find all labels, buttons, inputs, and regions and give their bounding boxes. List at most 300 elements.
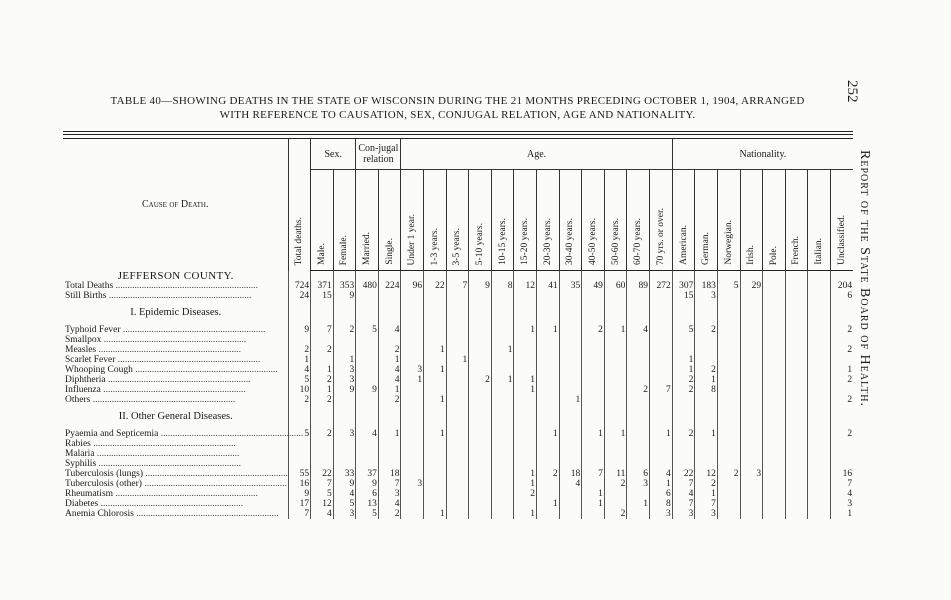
table-cell: 1 — [582, 489, 605, 499]
table-cell — [763, 325, 786, 335]
table-cell — [717, 385, 740, 395]
row-label: Measles — [65, 345, 97, 355]
table-cell — [604, 459, 627, 469]
table-cell — [717, 335, 740, 345]
table-cell: 5 — [311, 489, 334, 499]
table-cell: 8 — [695, 385, 718, 395]
table-cell — [446, 479, 469, 489]
table-cell — [740, 385, 763, 395]
table-cell — [740, 335, 763, 345]
table-row — [63, 499, 853, 509]
table-cell — [717, 449, 740, 459]
leader-dots: ............................................................ — [113, 489, 258, 499]
header-column: 20-30 years. — [537, 170, 560, 271]
table-cell — [785, 439, 808, 449]
header-nationality: Nationality. — [672, 139, 853, 170]
table-cell — [514, 439, 537, 449]
table-cell — [401, 499, 424, 509]
table-cell — [401, 355, 424, 365]
table-cell: 2 — [378, 395, 401, 405]
table-cell: 2 — [830, 375, 853, 385]
table-cell: 7 — [288, 509, 311, 519]
table-cell — [424, 479, 447, 489]
table-row — [63, 345, 853, 355]
table-cell: 7 — [650, 385, 673, 395]
table-cell — [491, 449, 514, 459]
table-cell — [537, 459, 560, 469]
table-cell — [288, 459, 311, 469]
table-cell — [424, 355, 447, 365]
table-cell: 1 — [559, 395, 582, 405]
table-cell — [695, 395, 718, 405]
table-cell — [356, 365, 379, 375]
table-cell: 353 — [333, 281, 356, 291]
table-cell: 1 — [537, 429, 560, 439]
table-cell: 5 — [288, 375, 311, 385]
table-cell — [401, 345, 424, 355]
leader-dots: ............................................................ — [96, 345, 242, 355]
table-cell: 2 — [311, 429, 334, 439]
table-cell: 6 — [627, 469, 650, 479]
section-heading-epidemic — [63, 301, 853, 325]
table-cell: 1 — [491, 345, 514, 355]
table-cell: 1 — [378, 429, 401, 439]
mortality-table — [63, 138, 853, 519]
leader-dots: ............................................................ — [115, 355, 261, 365]
table-cell — [514, 449, 537, 459]
table-cell — [378, 449, 401, 459]
table-cell: 7 — [311, 325, 334, 335]
table-cell — [627, 395, 650, 405]
table-cell — [672, 395, 695, 405]
table-cell — [469, 291, 492, 301]
table-cell: 1 — [650, 429, 673, 439]
table-cell — [604, 365, 627, 375]
leader-dots: ............................................................ — [158, 429, 304, 439]
table-cell — [695, 449, 718, 459]
table-cell — [785, 355, 808, 365]
table-cell — [446, 439, 469, 449]
table-cell — [401, 395, 424, 405]
table-cell — [333, 439, 356, 449]
table-cell: 1 — [830, 509, 853, 519]
table-cell — [785, 395, 808, 405]
table-cell — [740, 449, 763, 459]
table-cell — [288, 449, 311, 459]
table-cell — [785, 375, 808, 385]
header-column: Irish. — [740, 170, 763, 271]
leader-dots: ............................................................ — [94, 449, 240, 459]
table-row — [63, 509, 853, 519]
table-cell: 3 — [333, 375, 356, 385]
table-cell — [559, 385, 582, 395]
table-cell — [785, 335, 808, 345]
table-cell — [491, 325, 514, 335]
table-cell: 22 — [311, 469, 334, 479]
table-cell — [356, 335, 379, 345]
table-cell: 4 — [378, 365, 401, 375]
table-cell — [401, 385, 424, 395]
table-cell: 3 — [695, 291, 718, 301]
table-cell — [650, 449, 673, 459]
table-cell: 1 — [537, 499, 560, 509]
table-cell — [559, 489, 582, 499]
table-cell — [491, 355, 514, 365]
table-cell — [491, 459, 514, 469]
table-cell — [446, 335, 469, 345]
table-cell — [627, 375, 650, 385]
table-cell — [424, 449, 447, 459]
table-cell — [763, 375, 786, 385]
header-column: 3-5 years. — [446, 170, 469, 271]
table-cell: 5 — [356, 509, 379, 519]
row-label: Tuberculosis (other) — [65, 479, 142, 489]
table-cell — [785, 479, 808, 489]
row-label: Typhoid Fever — [65, 325, 121, 335]
table-cell — [717, 429, 740, 439]
county-heading — [63, 271, 853, 282]
table-cell: 3 — [378, 489, 401, 499]
header-column: 70 yrs. or over. — [650, 170, 673, 271]
table-cell — [740, 365, 763, 375]
table-cell — [604, 395, 627, 405]
table-cell — [582, 439, 605, 449]
page-number: 252 — [844, 80, 860, 103]
table-cell: 6 — [356, 489, 379, 499]
header-column: Male. — [311, 170, 334, 271]
leader-dots: ............................................................ — [113, 281, 259, 291]
header-column: 10-15 years. — [491, 170, 514, 271]
table-cell — [356, 345, 379, 355]
caption-line-2: WITH REFERENCE TO CAUSATION, SEX, CONJUGAL RELATION, AGE AND NATIONALITY. — [219, 109, 696, 121]
table-cell — [469, 509, 492, 519]
table-cell: 4 — [378, 325, 401, 335]
row-label: Rabies — [65, 439, 91, 449]
table-cell: 1 — [424, 429, 447, 439]
table-cell — [582, 479, 605, 489]
table-cell — [446, 449, 469, 459]
table-cell — [446, 429, 469, 439]
table-cell — [763, 385, 786, 395]
table-cell — [604, 499, 627, 509]
table-cell — [537, 291, 560, 301]
header-column: Married. — [356, 170, 379, 271]
table-cell — [785, 489, 808, 499]
table-cell: 2 — [288, 395, 311, 405]
table-cell — [514, 459, 537, 469]
row-label: Diphtheria — [65, 375, 106, 385]
table-cell — [469, 355, 492, 365]
row-label: Tuberculosis (lungs) — [65, 469, 144, 479]
table-cell: 41 — [537, 281, 560, 291]
table-cell: 2 — [333, 325, 356, 335]
table-cell — [808, 479, 831, 489]
table-cell — [763, 499, 786, 509]
table-cell — [650, 355, 673, 365]
table-cell — [491, 509, 514, 519]
table-cell — [582, 509, 605, 519]
table-cell — [424, 375, 447, 385]
table-cell — [717, 439, 740, 449]
table-cell — [763, 469, 786, 479]
table-cell — [627, 429, 650, 439]
table-cell — [717, 325, 740, 335]
table-cell — [401, 449, 424, 459]
table-cell: 2 — [695, 479, 718, 489]
table-cell — [763, 355, 786, 365]
header-column: 15-20 years. — [514, 170, 537, 271]
table-cell: 9 — [288, 325, 311, 335]
table-cell — [491, 385, 514, 395]
table-cell — [808, 281, 831, 291]
table-row — [63, 365, 853, 375]
table-cell — [424, 489, 447, 499]
table-cell: 4 — [378, 499, 401, 509]
table-cell — [582, 335, 605, 345]
table-cell — [333, 395, 356, 405]
table-cell: 1 — [604, 429, 627, 439]
table-cell: 2 — [514, 489, 537, 499]
leader-dots: ............................................................ — [120, 325, 266, 335]
table-row — [63, 335, 853, 345]
table-cell: 11 — [604, 469, 627, 479]
table-row — [63, 489, 853, 499]
table-cell — [311, 459, 334, 469]
table-cell — [559, 335, 582, 345]
table-cell — [469, 469, 492, 479]
table-cell: 17 — [288, 499, 311, 509]
table-cell: 1 — [424, 395, 447, 405]
table-cell — [672, 459, 695, 469]
leader-dots: ............................................................ — [96, 459, 242, 469]
table-cell — [401, 459, 424, 469]
table-cell — [491, 469, 514, 479]
table-cell — [582, 459, 605, 469]
table-cell — [830, 439, 853, 449]
table-row — [63, 479, 853, 489]
header-column: 30-40 years. — [559, 170, 582, 271]
table-cell: 3 — [401, 479, 424, 489]
table-cell — [446, 459, 469, 469]
table-row — [63, 429, 853, 439]
table-cell — [785, 291, 808, 301]
table-cell: 2 — [830, 325, 853, 335]
table-cell: 2 — [604, 479, 627, 489]
table-cell — [446, 345, 469, 355]
table-cell — [559, 291, 582, 301]
table-cell — [785, 325, 808, 335]
row-label: Anemia Chlorosis — [65, 509, 134, 519]
table-cell: 2 — [469, 375, 492, 385]
table-cell: 1 — [672, 365, 695, 375]
table-cell: 5 — [333, 499, 356, 509]
table-cell: 3 — [333, 429, 356, 439]
table-cell: 2 — [604, 509, 627, 519]
table-cell — [469, 489, 492, 499]
table-cell — [717, 291, 740, 301]
table-cell: 1 — [695, 375, 718, 385]
header-column: 5-10 years. — [469, 170, 492, 271]
table-cell — [672, 345, 695, 355]
table-cell: 7 — [582, 469, 605, 479]
table-cell — [740, 355, 763, 365]
table-cell — [537, 355, 560, 365]
table-row — [63, 325, 853, 335]
table-cell: 5 — [356, 325, 379, 335]
table-cell — [378, 291, 401, 301]
header-column: 40-50 years. — [582, 170, 605, 271]
table-cell: 2 — [695, 365, 718, 375]
header-column: Italian. — [808, 170, 831, 271]
table-cell: 7 — [311, 479, 334, 489]
row-label: Pyaemia and Septicemia — [65, 429, 159, 439]
table-cell — [808, 499, 831, 509]
table-cell: 2 — [311, 345, 334, 355]
table-cell — [559, 325, 582, 335]
table-cell: 4 — [559, 479, 582, 489]
table-cell — [559, 345, 582, 355]
table-cell: 1 — [424, 509, 447, 519]
table-cell: 9 — [333, 385, 356, 395]
table-cell — [695, 345, 718, 355]
table-cell — [604, 439, 627, 449]
table-cell — [740, 291, 763, 301]
table-cell: 1 — [582, 429, 605, 439]
table-cell: 1 — [514, 385, 537, 395]
table-cell: 5 — [288, 429, 311, 439]
table-cell — [491, 291, 514, 301]
table-cell — [650, 335, 673, 345]
table-cell: 1 — [514, 469, 537, 479]
table-cell — [469, 365, 492, 375]
table-cell — [808, 395, 831, 405]
row-label: Malaria — [65, 449, 95, 459]
table-cell — [763, 291, 786, 301]
table-cell — [717, 459, 740, 469]
table-cell — [356, 291, 379, 301]
table-cell — [582, 375, 605, 385]
table-cell: 1 — [695, 489, 718, 499]
table-cell — [537, 335, 560, 345]
table-cell — [537, 365, 560, 375]
table-cell — [491, 489, 514, 499]
table-cell — [740, 439, 763, 449]
section-heading-epidemic-label: I. Epidemic Diseases. — [130, 307, 222, 318]
table-cell: 1 — [378, 385, 401, 395]
row-label: Smallpox — [65, 335, 102, 345]
table-cell: 1 — [401, 375, 424, 385]
table-cell — [740, 459, 763, 469]
table-cell — [333, 335, 356, 345]
table-cell: 89 — [627, 281, 650, 291]
table-cell: 37 — [356, 469, 379, 479]
table-cell — [514, 499, 537, 509]
table-cell: 2 — [672, 385, 695, 395]
table-cell: 3 — [401, 365, 424, 375]
table-cell: 12 — [514, 281, 537, 291]
table-cell: 4 — [830, 489, 853, 499]
table-cell — [469, 395, 492, 405]
table-cell — [808, 345, 831, 355]
table-cell — [695, 459, 718, 469]
table-cell: 7 — [695, 499, 718, 509]
table-cell — [537, 479, 560, 489]
table-cell — [808, 365, 831, 375]
table-row — [63, 395, 853, 405]
table-cell: 8 — [650, 499, 673, 509]
table-cell — [695, 335, 718, 345]
table-cell — [717, 509, 740, 519]
table-cell — [763, 439, 786, 449]
table-cell — [356, 459, 379, 469]
table-cell — [446, 395, 469, 405]
leader-dots: ............................................................ — [101, 335, 247, 345]
table-cell — [401, 429, 424, 439]
table-cell: 3 — [672, 509, 695, 519]
table-cell: 60 — [604, 281, 627, 291]
table-cell: 4 — [627, 325, 650, 335]
header-column: Female. — [333, 170, 356, 271]
table-cell — [356, 449, 379, 459]
table-cell — [582, 395, 605, 405]
table-cell — [446, 489, 469, 499]
table-cell — [559, 439, 582, 449]
table-cell: 1 — [424, 345, 447, 355]
leader-dots: ............................................................ — [133, 509, 279, 519]
table-cell — [650, 345, 673, 355]
leader-dots: ............................................................ — [106, 291, 252, 301]
table-cell: 35 — [559, 281, 582, 291]
table-cell — [604, 291, 627, 301]
table-cell — [514, 291, 537, 301]
header-column: German. — [695, 170, 718, 271]
table-cell — [469, 449, 492, 459]
header-age: Age. — [401, 139, 672, 170]
table-cell — [446, 291, 469, 301]
table-cell — [378, 335, 401, 345]
section-heading-general-label: II. Other General Diseases. — [118, 411, 233, 422]
table-cell — [401, 509, 424, 519]
table-cell — [401, 489, 424, 499]
table-cell — [763, 345, 786, 355]
table-cell — [514, 395, 537, 405]
row-label: Scarlet Fever — [65, 355, 116, 365]
table-cell — [469, 385, 492, 395]
table-cell — [717, 489, 740, 499]
table-cell — [627, 459, 650, 469]
table-cell — [582, 291, 605, 301]
row-label: Total Deaths — [65, 281, 114, 291]
table-cell: 22 — [424, 281, 447, 291]
table-cell — [785, 509, 808, 519]
table-cell: 7 — [446, 281, 469, 291]
table-cell: 1 — [604, 325, 627, 335]
table-cell — [604, 385, 627, 395]
table-cell: 1 — [650, 479, 673, 489]
row-label: Rheumatism — [65, 489, 114, 499]
table-cell — [446, 365, 469, 375]
table-cell — [582, 365, 605, 375]
table-cell — [469, 325, 492, 335]
table-cell — [582, 345, 605, 355]
table-cell — [740, 325, 763, 335]
table-cell — [446, 469, 469, 479]
table-cell — [740, 499, 763, 509]
header-column: Norwegian. — [717, 170, 740, 271]
table-cell — [604, 489, 627, 499]
table-cell — [288, 439, 311, 449]
table-cell: 22 — [672, 469, 695, 479]
